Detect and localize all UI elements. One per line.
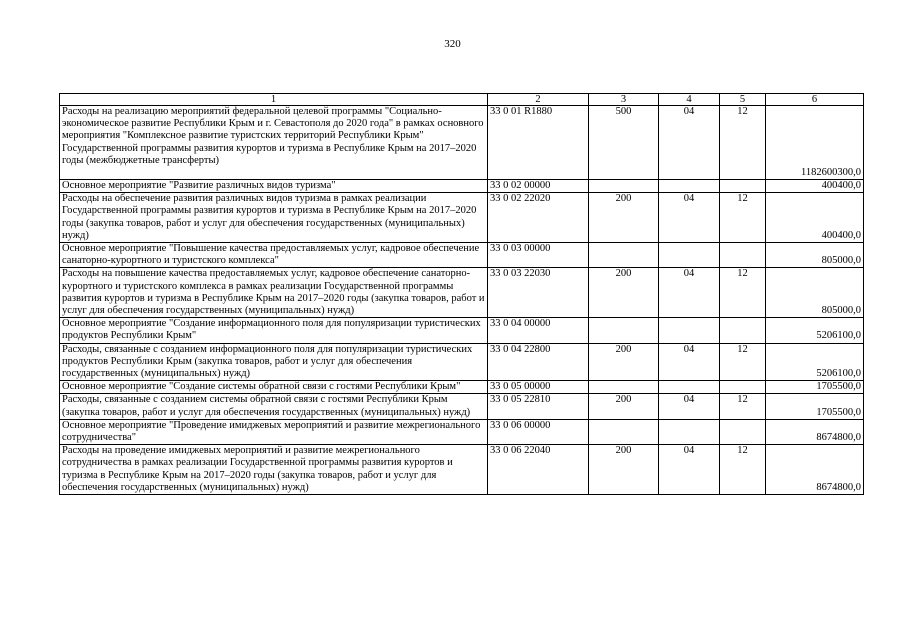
row-code: 33 0 02 00000 [488,180,589,193]
row-vr: 500 [589,106,659,180]
row-code: 33 0 03 22030 [488,268,589,318]
row-name: Основное мероприятие "Развитие различных видов туризма" [60,180,488,193]
row-amount: 5206100,0 [766,318,864,343]
row-name: Расходы, связанные с созданием системы обратной связи с гостями Республики Крым (закупка товаров, работ и услуг для обеспечения государственных (муниципальных) нужд) [60,394,488,419]
row-vr [589,381,659,394]
header-cell-5: 5 [720,94,766,106]
row-name: Основное мероприятие "Создание системы обратной связи с гостями Республики Крым" [60,381,488,394]
table-row [60,106,864,180]
row-vr: 200 [589,445,659,495]
row-rz: 04 [659,343,720,381]
row-vr [589,419,659,444]
table-row [60,381,864,394]
row-pr: 12 [720,106,766,180]
row-pr [720,318,766,343]
row-code: 33 0 06 00000 [488,419,589,444]
row-name: Расходы на повышение качества предоставляемых услуг, кадровое обеспечение санаторно-курортного и туристского комплекса в рамках реализации Государственной программы развития курортов и туризма в Республике Крым на 2017–2020 годы (закупка товаров, работ и услуг для обеспечения государственных (муниципальных) нужд) [60,268,488,318]
row-rz [659,243,720,268]
row-vr [589,318,659,343]
row-amount: 8674800,0 [766,419,864,444]
table-header [60,94,864,106]
row-rz [659,381,720,394]
row-pr: 12 [720,268,766,318]
row-name: Расходы на обеспечение развития различных видов туризма в рамках реализации Государственной программы развития курортов и туризма в Республике Крым на 2017–2020 годы (закупка товаров, работ и услуг для обеспечения государственных (муниципальных) нужд) [60,193,488,243]
row-pr [720,180,766,193]
row-amount: 1705500,0 [766,394,864,419]
row-pr [720,419,766,444]
table-row [60,445,864,495]
row-rz: 04 [659,193,720,243]
table-row [60,268,864,318]
row-name: Основное мероприятие "Проведение имиджевых мероприятий и развитие межрегионального сотрудничества" [60,419,488,444]
page-number: 320 [444,38,461,50]
row-rz: 04 [659,106,720,180]
table-row [60,343,864,381]
row-rz: 04 [659,394,720,419]
row-vr [589,243,659,268]
row-amount: 805000,0 [766,243,864,268]
row-vr: 200 [589,394,659,419]
row-name: Расходы на реализацию мероприятий федеральной целевой программы "Социально-экономическое развитие Республики Крым и г. Севастополя до 2020 года" в рамках основного мероприятия "Комплексное развитие туристских территорий Республики Крым" Государственной программы развития курортов и туризма в Республике Крым на 2017–2020 годы (межбюджетные трансферты) [60,106,488,180]
row-amount: 400400,0 [766,193,864,243]
table-row [60,180,864,193]
row-vr: 200 [589,193,659,243]
row-amount: 1705500,0 [766,381,864,394]
header-cell-2: 2 [488,94,589,106]
row-pr: 12 [720,394,766,419]
row-rz [659,419,720,444]
header-cell-3: 3 [589,94,659,106]
row-vr [589,180,659,193]
row-amount: 5206100,0 [766,343,864,381]
row-name: Основное мероприятие "Создание информационного поля для популяризации туристических продуктов Республики Крым" [60,318,488,343]
row-name: Основное мероприятие "Повышение качества предоставляемых услуг, кадровое обеспечение санаторно-курортного и туристского комплекса" [60,243,488,268]
row-code: 33 0 03 00000 [488,243,589,268]
row-amount: 805000,0 [766,268,864,318]
table-row [60,193,864,243]
row-pr: 12 [720,193,766,243]
table-row [60,394,864,419]
row-rz [659,180,720,193]
row-rz: 04 [659,268,720,318]
row-code: 33 0 06 22040 [488,445,589,495]
row-code: 33 0 04 00000 [488,318,589,343]
row-amount: 1182600300,0 [766,106,864,180]
row-code: 33 0 05 22810 [488,394,589,419]
row-code: 33 0 05 00000 [488,381,589,394]
row-pr [720,381,766,394]
table-row [60,419,864,444]
row-rz: 04 [659,445,720,495]
row-code: 33 0 02 22020 [488,193,589,243]
header-cell-1: 1 [60,94,488,106]
row-name: Расходы, связанные с созданием информационного поля для популяризации туристических продуктов Республики Крым (закупка товаров, работ и услуг для обеспечения государственных (муниципальных) нужд) [60,343,488,381]
row-code: 33 0 04 22800 [488,343,589,381]
row-pr: 12 [720,445,766,495]
table-row [60,243,864,268]
row-name: Расходы на проведение имиджевых мероприятий и развитие межрегионального сотрудничества в рамках реализации Государственной программы развития курортов и туризма в Республике Крым на 2017–2020 годы (закупка товаров, работ и услуг для обеспечения государственных (муниципальных) нужд) [60,445,488,495]
row-code: 33 0 01 R1880 [488,106,589,180]
row-vr: 200 [589,268,659,318]
row-rz [659,318,720,343]
header-cell-4: 4 [659,94,720,106]
row-amount: 400400,0 [766,180,864,193]
header-row [60,94,864,106]
budget-table [59,93,864,495]
table-row [60,318,864,343]
row-pr [720,243,766,268]
row-amount: 8674800,0 [766,445,864,495]
header-cell-6: 6 [766,94,864,106]
table-body [60,106,864,495]
row-pr: 12 [720,343,766,381]
row-vr: 200 [589,343,659,381]
